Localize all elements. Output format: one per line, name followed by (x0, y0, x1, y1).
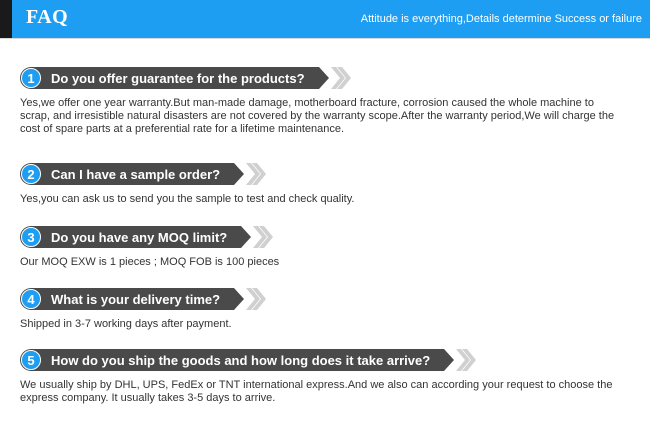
question-bar (20, 349, 444, 371)
answer-text: Shipped in 3-7 working days after payment. (20, 318, 232, 330)
faq-item-5 (20, 349, 640, 405)
question-text: Do you offer guarantee for the products? (51, 70, 305, 86)
double-chevron-icon (244, 288, 266, 310)
question-row (20, 349, 640, 371)
faq-item-4 (20, 288, 640, 331)
question-bar (20, 226, 241, 248)
question-number-badge: 5 (21, 350, 41, 370)
double-chevron-icon (244, 163, 266, 185)
header-slogan: Attitude is everything,Details determine Success or failure (360, 13, 642, 25)
question-text: Can I have a sample order? (51, 166, 221, 182)
faq-header (0, 0, 650, 39)
question-number-badge: 3 (21, 227, 41, 247)
double-chevron-icon (329, 67, 351, 89)
question-text: How do you ship the goods and how long does it take arrive? (51, 352, 431, 368)
header-accent-bar (0, 0, 12, 38)
double-chevron-icon (454, 349, 476, 371)
question-number-badge: 2 (21, 164, 41, 184)
faq-item-3 (20, 226, 640, 269)
answer-text: Our MOQ EXW is 1 pieces ; MOQ FOB is 100 pieces (20, 256, 280, 268)
question-bar (20, 288, 234, 310)
question-number-badge: 1 (21, 68, 41, 88)
question-row (20, 288, 640, 310)
question-text: Do you have any MOQ limit? (51, 229, 228, 245)
question-text: What is your delivery time? (51, 291, 221, 307)
answer-text: Yes,we offer one year warranty.But man-made damage, motherboard fracture, corrosion caused the whole machine to scrap, and irresistible natural disasters are not covered by the warranty scope.After the warranty period,We will charge the cost of spare parts at a preferential rate for a lifetime maintenance. (20, 97, 615, 135)
question-row (20, 226, 640, 248)
page-title: FAQ (26, 6, 69, 28)
question-row (20, 67, 640, 89)
question-bar (20, 163, 234, 185)
question-row (20, 163, 640, 185)
faq-item-2 (20, 163, 640, 206)
answer-text: Yes,you can ask us to send you the sample to test and check quality. (20, 193, 355, 205)
question-number-badge: 4 (21, 289, 41, 309)
answer-text: We usually ship by DHL, UPS, FedEx or TNT international express.And we also can according your request to choose the express company. It usually takes 3-5 days to arrive. (20, 379, 613, 404)
faq-item-1 (20, 67, 640, 136)
question-bar (20, 67, 319, 89)
double-chevron-icon (251, 226, 273, 248)
